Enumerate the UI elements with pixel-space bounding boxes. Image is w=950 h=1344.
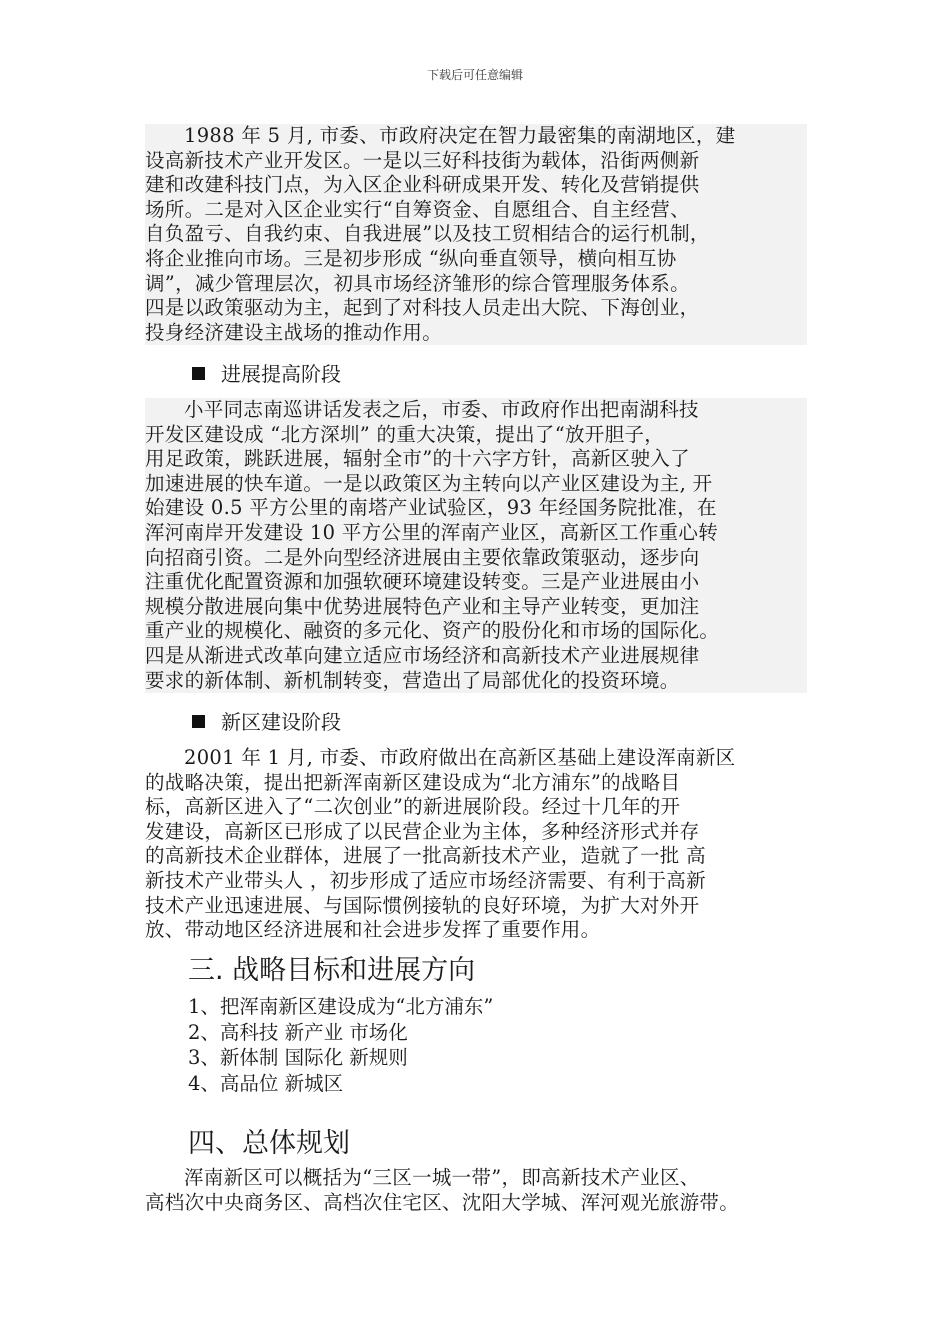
text-line: 浑南新区可以概括为“三区一城一带”，即高新技术产业区、 [184,1166,700,1189]
section-heading-master-plan: 四、总体规划 [188,1128,350,1159]
text-line: 的高新技术企业群体，进展了一批高新技术产业，造就了一批 高 [145,844,706,868]
text-line: 标，高新区进入了“二次创业”的新进展阶段。经过十几年的开 [145,795,681,819]
text-line: 开发区建设成 “北方深圳” 的重大决策，提出了“放开胆子， [145,422,665,446]
text-line: 2001 年 1 月, 市委、市政府做出在高新区基础上建设浑南新区 [184,746,736,769]
text-line: 用足政策，跳跃进展，辐射全市”的十六字方针，高新区驶入了 [145,447,690,471]
list-item: 1、把浑南新区建设成为“北方浦东” [188,995,494,1018]
text-line: 的战略决策，提出把新浑南新区建设成为“北方浦东”的战略目 [145,770,681,794]
text-line: 新技术产业带头人 ，初步形成了适应市场经济需要、有利于高新 [145,868,706,892]
text-line: 建和改建科技门点，为入区企业科研成果开发、转化及营销提供 [145,173,700,197]
text-line: 放、带动地区经济进展和社会进步发挥了重要作用。 [145,918,601,942]
text-line: 调”，减少管理层次，初具市场经济雏形的综合管理服务体系。 [145,271,690,295]
text-line: 设高新技术产业开发区。一是以三好科技街为载体，沿街两侧新 [145,148,700,172]
section-heading-strategy: 三. 战略目标和进展方向 [188,955,476,986]
paragraph-new-district-stage [145,746,807,943]
square-bullet-icon [192,367,205,380]
text-line: 浑河南岸开发建设 10 平方公里的浑南产业区，高新区工作重心转 [145,520,719,544]
text-line: 将企业推向市场。三是初步形成 “纵向垂直领导，横向相互协 [145,246,677,270]
paragraph-early-stage [145,124,807,345]
text-line: 投身经济建设主战场的推动作用。 [145,320,443,344]
paragraph-development-stage [145,398,807,693]
text-line: 发建设，高新区已形成了以民营企业为主体，多种经济形式并存 [145,819,700,843]
list-item: 4、高品位 新城区 [188,1071,344,1095]
strategy-goal-list [188,994,493,1096]
square-bullet-icon [192,715,205,728]
section-bullet-development [192,361,341,387]
text-line: 要求的新体制、新机制转变，营造出了局部优化的投资环境。 [145,668,680,692]
text-line: 自负盈亏、自我约束、自我进展”以及技工贸相结合的运行机制， [145,222,710,246]
text-line: 场所。二是对入区企业实行“自筹资金、自愿组合、自主经营、 [145,197,690,221]
paragraph-master-plan [145,1166,807,1215]
list-item: 2、高科技 新产业 市场化 [188,1020,408,1044]
text-line: 四是从渐进式改革向建立适应市场经济和高新技术产业进展规律 [145,643,700,667]
text-line: 加速进展的快车道。一是以政策区为主转向以产业区建设为主, 开 [145,471,713,495]
text-line: 四是以政策驱动为主，起到了对科技人员走出大院、下海创业， [145,296,700,320]
page-header: 下载后可任意编辑 [426,68,523,82]
text-line: 1988 年 5 月, 市委、市政府决定在智力最密集的南湖地区，建 [184,124,736,147]
text-line: 小平同志南巡讲话发表之后，市委、市政府作出把南湖科技 [184,398,699,421]
text-line: 始建设 0.5 平方公里的南塔产业试验区，93 年经国务院批准，在 [145,496,717,520]
bullet-label: 进展提高阶段 [221,362,341,386]
text-line: 注重优化配置资源和加强软硬环境建设转变。三是产业进展由小 [145,570,700,594]
section-bullet-new-district [192,709,341,735]
bullet-label: 新区建设阶段 [221,710,341,734]
text-line: 高档次中央商务区、高档次住宅区、沈阳大学城、浑河观光旅游带。 [145,1190,740,1214]
text-line: 技术产业迅速进展、与国际惯例接轨的良好环境，为扩大对外开 [145,893,700,917]
text-line: 重产业的规模化、融资的多元化、资产的股份化和市场的国际化。 [145,619,720,643]
text-line: 规模分散进展向集中优势进展特色产业和主导产业转变，更加注 [145,594,700,618]
text-line: 向招商引资。二是外向型经济进展由主要依靠政策驱动，逐步向 [145,545,700,569]
list-item: 3、新体制 国际化 新规则 [188,1046,408,1069]
